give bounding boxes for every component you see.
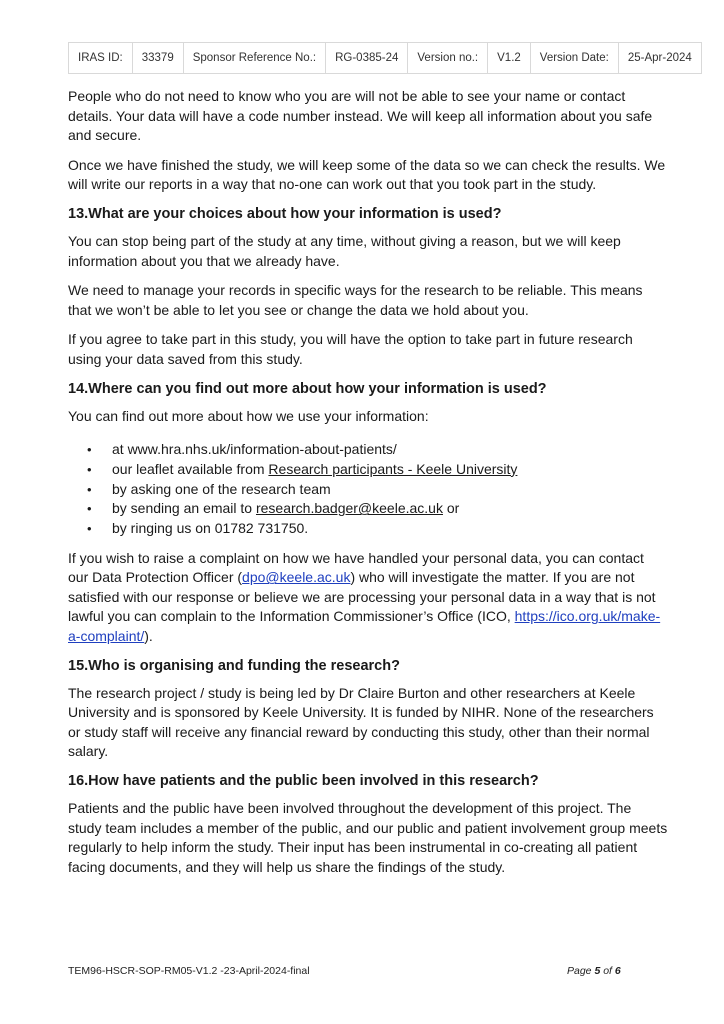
complaint-text: ). [144, 628, 153, 645]
iras-id-label: IRAS ID: [69, 43, 133, 74]
sponsor-ref-label: Sponsor Reference No.: [183, 43, 325, 74]
iras-id-value: 33379 [132, 43, 183, 74]
footer-page-number [567, 965, 621, 977]
intro-paragraph-1: People who do not need to know who you are will not be able to see your name or contact details. Your data will have a code number instead. We will keep all information about you safe and secure. [68, 88, 653, 144]
research-email-link[interactable]: research.badger@keele.ac.uk [255, 500, 443, 517]
section-14-heading: 14.Where can you find out more about how your information is used? [68, 380, 547, 397]
list-item-text: our leaflet available from [112, 460, 269, 477]
sponsor-ref-value: RG-0385-24 [326, 43, 408, 74]
list-item [112, 519, 668, 539]
section-15-paragraph: The research project / study is being led by Dr Claire Burton and other researchers at Keele University and is sponsored by Keele University. It is funded by NIHR. None of the researchers or study staff will receive any financial reward by conducting this study, other than their normal salary. [68, 684, 654, 760]
section-16-heading: 16.How have patients and the public been involved in this research? [68, 772, 539, 789]
section-13-heading: 13.What are your choices about how your information is used? [68, 205, 502, 222]
version-date-label: Version Date: [530, 43, 618, 74]
list-item-text: by asking one of the research team [112, 480, 331, 497]
hra-website-text: at www.hra.nhs.uk/information-about-patients/ [112, 441, 397, 458]
section-14-intro: You can find out more about how we use your information: [68, 407, 429, 424]
page-of: of [600, 965, 615, 977]
dpo-email-link[interactable]: dpo@keele.ac.uk [242, 569, 351, 586]
current-page: 5 [594, 965, 601, 977]
list-item [112, 499, 668, 519]
page-word: Page [567, 965, 595, 977]
info-sources-list [68, 440, 668, 539]
list-item [112, 480, 668, 500]
ico-complaint-link[interactable]: https://ico.org.uk/make-a-complaint/ [68, 608, 661, 645]
total-pages: 6 [614, 965, 621, 977]
list-item-text: by ringing us on 01782 731750. [112, 519, 309, 536]
complaint-paragraph [68, 549, 668, 647]
footer-document-id: TEM96-HSCR-SOP-RM05-V1.2 -23-April-2024-final [68, 965, 310, 977]
section-13-paragraph-1: You can stop being part of the study at any time, without giving a reason, but we will keep information about you that we already have. [68, 232, 621, 269]
complaint-text: If you wish to raise a complaint on how we have handled your personal data, you can contact our Data Protection Officer ( [68, 549, 644, 586]
list-item [112, 440, 668, 460]
version-value: V1.2 [488, 43, 531, 74]
section-16-paragraph: Patients and the public have been involved throughout the development of this project. The study team includes a member of the public, and our public and patient involvement group meets regularly to help inform the study. Their input has been instrumental in co-creating all patient facing documents, and they will help us share the findings of the study. [68, 799, 668, 875]
intro-paragraph-2: Once we have finished the study, we will keep some of the data so we can check the results. We will write our reports in a way that no-one can work out that you took part in the study. [68, 156, 666, 193]
section-13-paragraph-3: If you agree to take part in this study, you will have the option to take part in future research using your data saved from this study. [68, 331, 633, 367]
research-participants-link[interactable]: Research participants - Keele University [268, 460, 518, 477]
version-label: Version no.: [408, 43, 488, 74]
document-body [68, 87, 668, 887]
list-item-text: by sending an email to [112, 500, 256, 517]
list-item [112, 460, 668, 480]
document-header-table [68, 42, 702, 74]
list-item-text: or [442, 500, 460, 517]
section-13-paragraph-2: We need to manage your records in specific ways for the research to be reliable. This means that we won’t be able to let you see or change the data we hold about you. [68, 282, 643, 318]
version-date-value: 25-Apr-2024 [618, 43, 701, 74]
complaint-text: ) who will investigate the matter. If you are not satisfied with our response or believe we are processing your personal data in a way that is not lawful you can complain to the Information Commissioner’s Office (ICO, [68, 569, 656, 625]
section-15-heading: 15.Who is organising and funding the research? [68, 657, 400, 674]
